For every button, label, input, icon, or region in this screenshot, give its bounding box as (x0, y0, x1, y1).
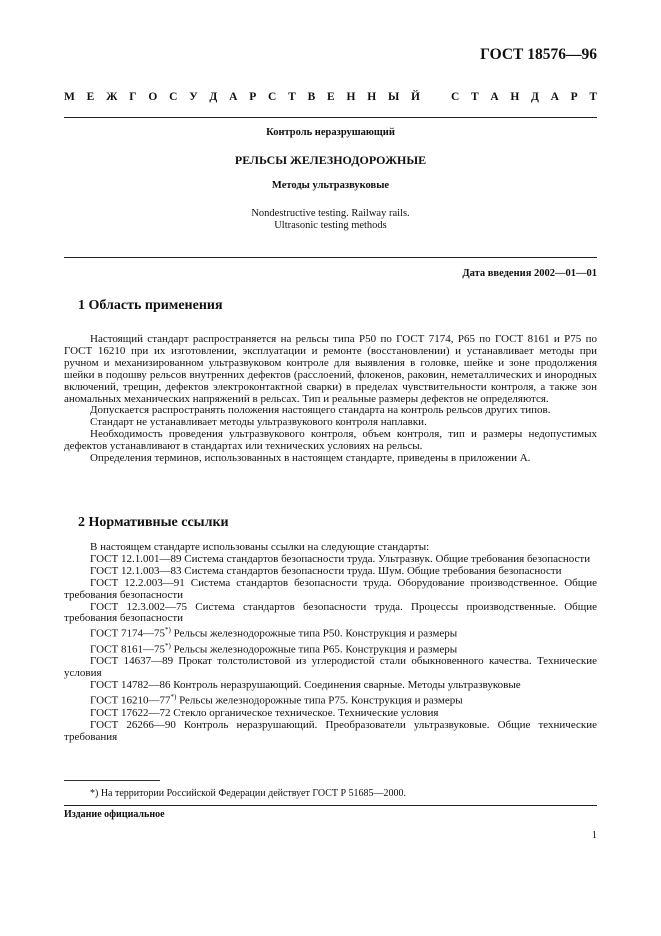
category-title: Контроль неразрушающий (266, 127, 395, 138)
banner-letter: Е (327, 91, 335, 103)
banner-letter: Т (471, 91, 479, 103)
title-bottom-rule (64, 257, 597, 258)
banner-letter: Д (209, 91, 218, 103)
banner-letter: О (148, 91, 158, 103)
banner-letter: Н (346, 91, 356, 103)
reference-item (64, 680, 597, 692)
banner-letter: Т (288, 91, 296, 103)
reference-code: ГОСТ 12.3.002—75 (90, 600, 187, 613)
footer-rule (64, 805, 597, 806)
introduction-date: Дата введения 2002—01—01 (462, 268, 597, 279)
reference-title: Система стандартов безопасности труда. Оборудование производственное. Общие требования безопасности (64, 576, 597, 601)
reference-title: Система стандартов безопасности труда. Процессы производственные. Общие требования безопасности (64, 600, 597, 625)
banner-letter: С (268, 91, 277, 103)
reference-code: ГОСТ 26266—90 (90, 718, 176, 731)
banner-letter: В (307, 91, 316, 103)
reference-item (64, 656, 597, 680)
top-rule (64, 117, 597, 118)
reference-code: ГОСТ 12.1.001—89 (90, 552, 182, 565)
section1-paragraph: Стандарт не устанавливает методы ультразвукового контроля наплавки. (90, 416, 427, 429)
reference-item (64, 578, 597, 602)
reference-title: Рельсы железнодорожные типа Р75. Конструкция и размеры (176, 694, 463, 707)
reference-title: Стекло органическое техническое. Технические условия (170, 706, 439, 719)
footnote-marker: *) (164, 626, 171, 635)
reference-list (64, 554, 597, 744)
banner-letter: М (64, 91, 75, 103)
footnote-marker: *) (164, 641, 171, 650)
doc-number: ГОСТ 18576—96 (480, 46, 597, 63)
banner-word-2 (451, 91, 597, 103)
main-title: РЕЛЬСЫ ЖЕЛЕЗНОДОРОЖНЫЕ (234, 153, 427, 167)
banner-letter: С (169, 91, 178, 103)
reference-title: Рельсы железнодорожные типа Р65. Конструкция и размеры (170, 643, 458, 656)
banner-letter: Д (531, 91, 539, 103)
banner-letter: Г (129, 91, 137, 103)
references-intro: В настоящем стандарте использованы ссылки на следующие стандарты: (90, 541, 430, 553)
reference-title: Система стандартов безопасности труда. Ультразвук. Общие требования безопасности (181, 552, 591, 565)
reference-title: Система стандартов безопасности труда. Шум. Общие требования безопасности (181, 564, 562, 577)
subtitle: Методы ультразвуковые (271, 180, 390, 191)
reference-code: ГОСТ 14782—86 (90, 679, 171, 692)
banner-letter: Е (86, 91, 95, 103)
banner-letter: А (490, 91, 499, 103)
english-title-line2: Ultrasonic testing methods (274, 220, 387, 231)
reference-code: ГОСТ 17622—72 (90, 706, 171, 719)
section1-body (64, 334, 597, 465)
reference-title: Контроль неразрушающий. Преобразователи ультразвуковые. Общие технические требования (64, 718, 597, 743)
banner-letter: А (550, 91, 559, 103)
reference-title: Рельсы железнодорожные типа Р50. Конструкция и размеры (170, 628, 458, 640)
page-number: 1 (591, 830, 597, 841)
banner-letter: А (229, 91, 238, 103)
english-title-line1: Nondestructive testing. Railway rails. (251, 208, 410, 219)
footnote-marker: *) (170, 693, 177, 702)
reference-item (64, 720, 597, 744)
section1-heading: 1 Область применения (78, 298, 223, 313)
reference-item (64, 692, 597, 708)
banner-letter: Й (411, 91, 420, 103)
section1-paragraph: Определения терминов, использованных в настоящем стандарте, приведены в приложении А. (90, 452, 531, 465)
reference-code: ГОСТ 12.1.003—83 (90, 564, 182, 577)
banner-interstate-standard (64, 91, 597, 103)
reference-title: Контроль неразрушающий. Соединения сварные. Методы ультразвуковые (170, 679, 521, 692)
reference-item (64, 641, 597, 657)
reference-item (64, 602, 597, 626)
reference-item (64, 625, 597, 641)
banner-letter: Р (249, 91, 257, 103)
banner-letter: Н (367, 91, 377, 103)
banner-letter: Р (570, 91, 578, 103)
footnote: *) На территории Российской Федерации действует ГОСТ Р 51685—2000. (90, 788, 407, 799)
reference-title: Прокат толстолистовой из углеродистой стали обыкновенного качества. Технические условия (64, 655, 597, 680)
section2-heading: 2 Нормативные ссылки (78, 515, 229, 530)
banner-letter: Н (510, 91, 520, 103)
banner-letter: С (451, 91, 460, 103)
banner-word-1 (64, 91, 420, 103)
reference-code: ГОСТ 16210—77 (90, 694, 171, 707)
reference-code: ГОСТ 12.2.003—91 (90, 576, 185, 589)
section1-paragraph: Допускается распространять положения настоящего стандарта на контроль рельсов других типов. (90, 404, 551, 417)
banner-letter: У (189, 91, 198, 103)
official-edition-label: Издание официальное (64, 809, 165, 820)
reference-code: ГОСТ 8161—75 (90, 643, 165, 656)
banner-letter: Ы (387, 91, 400, 103)
reference-code: ГОСТ 14637—89 (90, 655, 174, 668)
section1-paragraph: Необходимость проведения ультразвукового контроля, объем контроля, тип и размеры недопустимых дефектов устанавливают в стандартах или технических условиях на рельсы. (64, 428, 597, 453)
banner-letter: Ж (106, 91, 118, 103)
normative-references (64, 542, 597, 743)
reference-code: ГОСТ 7174—75 (90, 628, 165, 640)
banner-letter: Т (589, 91, 597, 103)
section1-paragraph: Настоящий стандарт распространяется на рельсы типа Р50 по ГОСТ 7174, Р65 по ГОСТ 8161 и Р75 по ГОСТ 16210 при их изготовлении, эксплуатации и ремонте (восстановлении) и устанавливает методы при ручном и механизированном ультразвуковом контроле для выявления в головке, шейке и зоне продолжения шейки в подошву рельсов внутренних дефектов (расслоений, флокенов, раковин, неметаллических и инородных включений, трещин, дефектов электроконтактной сварки) в пределах чувствительности контроля, а также зон аномальных механических напряжений в рельсах. Тип и реальные размеры дефектов не определяются. (64, 333, 597, 405)
footnote-rule (64, 780, 160, 781)
